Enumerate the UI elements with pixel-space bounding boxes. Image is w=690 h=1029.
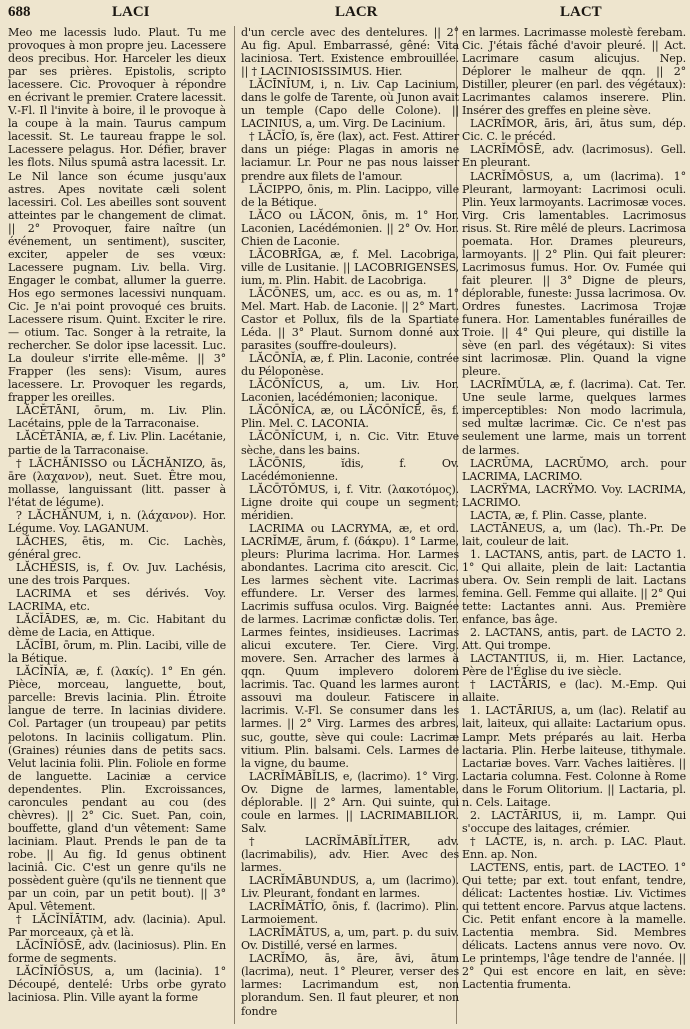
- dictionary-entry: LĂCĬNĬŌSUS, a, um (lacinia). 1° Découpé, dentelé: Urbs orbe gyrato laciniosa. Plin. Ville ayant la forme: [8, 965, 226, 1005]
- dictionary-entry: † LACTĀRIS, e (lac). M.-Emp. Qui allaite.: [462, 678, 686, 705]
- page-number: 688: [8, 4, 31, 20]
- guide-word-left: LACI: [112, 4, 150, 20]
- dictionary-entry: 1. LACTANS, antis, part. de LACTO 1. 1° Qui allaite, plein de lait: Lactantia ubera. Ov. Sein rempli de lait. Lactans femina. Gell. Femme qui allaite. || 2° Qui tette: Lactantes anni. Aus. Première enfance, bas âge.: [462, 547, 686, 627]
- dictionary-entry: LĂCŌNIS, ĭdis, f. Ov. Lacédémonienne.: [241, 456, 459, 483]
- dictionary-entry: LĂCŌNĬCUM, i, n. Cic. Vitr. Etuve sèche, dans les bains.: [241, 430, 459, 457]
- dictionary-entry: † LĂCHĂNISSO ou LĂCHĂNIZO, ās, āre (λαχανον), neut. Suet. Être mou, mollasse, languissant (litt. passer à l'état de légume).: [8, 456, 226, 509]
- dictionary-entry: † LĂCĬO, ĭs, ĕre (lax), act. Fest. Attirer dans un piége: Plagas in amoris ne laciamur. Lr. Pour ne pas nous laisser prendre aux filets de l'amour.: [241, 130, 459, 183]
- dictionary-entry: LĂCOBRĪGA, æ, f. Mel. Lacobriga, ville de Lusitanie. || LACOBRIGENSES, ium, m. Plin. Habit. de Lacobriga.: [241, 247, 459, 287]
- dictionary-entry: LĂCHĔSIS, is, f. Ov. Juv. Lachésis, une des trois Parques.: [8, 560, 226, 587]
- dictionary-entry: LACTANTIUS, ii, m. Hier. Lactance, Père de l'Église du ive siècle.: [462, 652, 686, 679]
- dictionary-entry: LĂCĔTĀNI, ōrum, m. Liv. Plin. Lacétains, pple de la Tarraconaise.: [8, 404, 226, 431]
- dictionary-entry: LACRĬMŬLA, æ, f. (lacrima). Cat. Ter. Une seule larme, quelques larmes imperceptibles: Non modo lacrimula, sed multæ lacrimæ. Cic. Ce n'est pas seulement une larme, mais un torrent de larmes.: [462, 378, 686, 457]
- column-middle: [241, 26, 459, 1018]
- dictionary-entry: LĂCĬĀDES, æ, m. Cic. Habitant du dème de Lacia, en Attique.: [8, 613, 226, 640]
- dictionary-entry: LĂCO ou LĂCON, ōnis, m. 1° Hor. Laconien, Lacédémonien. || 2° Ov. Hor. Chien de Laconie.: [241, 208, 459, 248]
- dictionary-entry: d'un cercle avec des dentelures. || 2° Au fig. Apul. Embarrassé, gêné: Vita laciniosa. Tert. Existence embrouillée. || † LACINIOSISSIMUS. Hier.: [241, 26, 459, 79]
- dictionary-entry: LACRŬMA, LACRŬMO, arch. pour LACRIMA, LACRIMO.: [462, 456, 686, 483]
- dictionary-entry: LACRIMA et ses dérivés. Voy. LACRIMA, etc.: [8, 587, 226, 614]
- guide-word-right: LACT: [560, 4, 602, 20]
- dictionary-entry: LĂCŌNĬCUS, a, um. Liv. Hor. Laconien, lacédémonien; laconique.: [241, 378, 459, 405]
- dictionary-entry: en larmes. Lacrimasse molestè ferebam. Cic. J'étais fâché d'avoir pleuré. || Act. Lacrimare casum alicujus. Nep. Déplorer le malheur de qqn. || 2° Distiller, pleurer (en parl. des végétaux): Lacrimantes calamos inserere. Plin. Insérer des greffes en pleine sève.: [462, 26, 686, 118]
- dictionary-entry: LĂCĬNĬŌSĒ, adv. (laciniosus). Plin. En forme de segments.: [8, 939, 226, 966]
- dictionary-entry: LĂCĔTĀNIA, æ, f. Liv. Plin. Lacétanie, partie de la Tarraconaise.: [8, 430, 226, 457]
- dictionary-entry: LACRĬMĀBUNDUS, a, um (lacrimo). Liv. Pleurant, fondant en larmes.: [241, 874, 459, 901]
- dictionary-entry: LACRĬMO, ās, āre, āvi, ātum (lacrima), neut. 1° Pleurer, verser des larmes: Lacrimandum est, non plorandum. Sen. Il faut pleurer, et non fondre: [241, 952, 459, 1018]
- dictionary-entry: LACRĬMĀBĬLIS, e, (lacrimo). 1° Virg. Ov. Digne de larmes, lamentable, déplorable. || 2° Arn. Qui suinte, qui coule en larmes. || LACRIMABILIOR. Salv.: [241, 769, 459, 835]
- dictionary-entry: † LACRĬMĀBĬLĬTER, adv. (lacrimabilis), adv. Hier. Avec des larmes.: [241, 834, 459, 874]
- dictionary-entry: LĂCŌNES, um, acc. es ou as, m. 1° Mel. Mart. Hab. de Laconie. || 2° Mart. Castor et Pollux, fils de la Spartiate Léda. || 3° Plaut. Surnom donné aux parasites (souffre-douleurs).: [241, 286, 459, 353]
- dictionary-entry: LĂCĬNĬA, æ, f. (λακίς). 1° En gén. Pièce, morceau, languette, bout, parcelle: Brevis lacinia. Plin. Étroite langue de terre. In lacinias dividere. Col. Partager (un troupeau) par petits pelotons. In laciniis colligatum. Plin. (Graines) réunies dans de petits sacs. Velut lacinia folii. Plin. Foliole en forme de languette. Laciniæ a cervice dependentes. Plin. Excroissances, caroncules pendant au cou (des chèvres). || 2° Cic. Suet. Pan, coin, bouffette, gland d'un vêtement: Same laciniam. Plaut. Prends le pan de ta robe. || Au fig. Id genus obtinent laciniâ. Cic. C'est un genre qu'ils ne possèdent guère (qu'ils ne tiennent que par un coin, par un petit bout). || 3° Apul. Vêtement.: [8, 665, 226, 914]
- dictionary-entry: LACTA, æ, f. Plin. Casse, plante.: [470, 508, 647, 522]
- dictionary-entry: 2. LACTANS, antis, part. de LACTO 2. Att. Qui trompe.: [462, 626, 686, 653]
- dictionary-entry: LACRIMA ou LACRYMA, æ, et ord. LACRĬMÆ, ārum, f. (δάκρυ). 1° Larme, pleurs: Plurima lacrima. Hor. Larmes abondantes. Lacrima cito arescit. Cic. Les larmes sèchent vite. Lacrimas effundere. Lr. Verser des larmes. Lacrimis suffusa oculos. Virg. Baignée de larmes. Lacrimæ confictæ dolis. Ter. Larmes feintes, insidieuses. Lacrimas alicui excutere. Ter. Ciere. Virg. movere. Sen. Arracher des larmes à qqn. Quum implevero dolorem lacrimis. Tac. Quand les larmes auront assouvi ma douleur. Fatiscere in lacrimis. V.-Fl. Se consumer dans les larmes. || 2° Virg. Larmes des arbres, suc, goutte, sève qui coule: Lacrimæ vitium. Plin. balsami. Cels. Larmes de la vigne, du baume.: [241, 521, 459, 770]
- dictionary-entry: 2. LACTĀRIUS, ii, m. Lampr. Qui s'occupe des laitages, crémier.: [462, 808, 686, 835]
- dictionary-entry: LACTENS, entis, part. de LACTEO. 1° Qui tette; par ext. tout enfant, tendre, délicat: Lactentes hostiæ. Liv. Victimes qui tettent encore. Parvus atque lactens. Cic. Petit enfant encore à la mamelle. Lactentia membra. Sid. Membres délicats. Lactens annus vere novo. Ov. Le printemps, l'âge tendre de l'année. || 2° Qui est encore en lait, en sève: Lactentia frumenta.: [462, 861, 686, 992]
- dictionary-entry: LĂCŌNĬA, æ, f. Plin. Laconie, contrée du Péloponèse.: [241, 352, 459, 379]
- column-left: [8, 26, 226, 1005]
- dictionary-entry: LĂCĬBI, ōrum, m. Plin. Lacibi, ville de la Bétique.: [8, 639, 226, 666]
- dictionary-entry: LACRĬMŌSĒ, adv. (lacrimosus). Gell. En pleurant.: [462, 143, 686, 170]
- dictionary-entry: LACRĬMOR, āris, āri, ātus sum, dép. Cic. C. le précéd.: [462, 117, 686, 144]
- dictionary-entry: LACRĬMŌSUS, a, um (lacrima). 1° Pleurant, larmoyant: Lacrimosi oculi. Plin. Yeux larmoyants. Lacrimosæ voces. Virg. Cris lamentables. Lacrimosus risus. St. Rire mêlé de pleurs. Lacrimosa poemata. Hor. Drames pleureurs, larmoyants. || 2° Plin. Qui fait pleurer: Lacrimosus fumus. Hor. Ov. Fumée qui fait pleurer. || 3° Digne de pleurs, déplorable, funeste: Jussa lacrimosa. Ov. Ordres funestes. Lacrimosa Trojæ funera. Hor. Lamentables funérailles de Troie. || 4° Qui pleure, qui distille la sève (en parl. des végétaux): Si vites sint lacrimosæ. Plin. Quand la vigne pleure.: [462, 169, 686, 379]
- dictionary-entry: LĂCĪNĬUM, i, n. Liv. Cap Lacinium, dans le golfe de Tarente, où Junon avait un temple (Capo delle Colone). || LACINIUS, a, um. Virg. De Lacinium.: [241, 78, 459, 131]
- column-right: [462, 26, 686, 991]
- dictionary-entry: † LACTE, is, n. arch. p. LAC. Plaut. Enn. ap. Non.: [462, 834, 686, 861]
- dictionary-entry: LĂCŌTŎMUS, i, f. Vitr. (λακοτόμος). Ligne droite qui coupe un segment; méridien.: [241, 482, 459, 522]
- dictionary-entry: LĂCIPPO, ōnis, m. Plin. Lacippo, ville de la Bétique.: [241, 182, 459, 209]
- column-divider: [234, 26, 235, 1024]
- dictionary-entry: LACRĬMĀTUS, a, um, part. p. du suiv. Ov. Distillé, versé en larmes.: [241, 926, 459, 953]
- dictionary-entry: LACRĬMĀTĬO, ōnis, f. (lacrimo). Plin. Larmoiement.: [241, 900, 459, 927]
- dictionary-entry: LĂCHES, ētis, m. Cic. Lachès, général grec.: [8, 534, 226, 561]
- dictionary-entry: LĂCŌNĬCA, æ, ou LĂCŌNĬCĒ, ēs, f. Plin. Mel. C. LACONIA.: [241, 404, 459, 431]
- dictionary-entry: ? LĂCHĂNUM, i, n. (λάχανον). Hor. Légume. Voy. LAGANUM.: [8, 508, 226, 535]
- dictionary-entry: † LĂCĬNĬĀTIM, adv. (lacinia). Apul. Par morceaux, çà et là.: [8, 913, 226, 940]
- dictionary-entry: 1. LACTĀRIUS, a, um (lac). Relatif au lait, laiteux, qui allaite: Lactarium opus. Lampr. Mets préparés au lait. Herba lactaria. Plin. Herbe laiteuse, tithymale. Lactariæ boves. Varr. Vaches laitières. || Lactaria columna. Fest. Colonne à Rome dans le Forum Olitorium. || Lactaria, pl. n. Cels. Laitage.: [462, 704, 686, 809]
- dictionary-entry: Meo me lacessis ludo. Plaut. Tu me provoques à mon propre jeu. Lacessere deos precibus. Hor. Harceler les dieux par ses prières. Epistolis, scripto lacessere. Cic. Provoquer à répondre en écrivant le premier. Cratere lacessit. V.-Fl. Il l'invite à boire, il le provoque à la coupe à la main. Taurus campum lacessit. St. Le taureau frappe le sol. Lacessere pelagus. Hor. Défier, braver les flots. Nilus spumâ astra lacessit. Lr. Le Nil lance son écume jusqu'aux astres. Apes novitate cæli solent lacessiri. Col. Les abeilles sont souvent atteintes par le changement de climat. || 2° Provoquer, faire naître (un événement, un sentiment), susciter, exciter, appeler de ses vœux: Lacessere pugnam. Liv. bella. Virg. Engager le combat, allumer la guerre. Hos ego sermones lacessivi nunquam. Cic. Je n'ai point provoqué ces bruits. Lacessere risum. Quint. Exciter le rire. — otium. Tac. Songer à la retraite, la rechercher. Se dolor ipse lacessit. Luc. La douleur s'irrite elle-même. || 3° Frapper (les sens): Visum, aures lacessere. Lr. Provoquer les regards, frapper les oreilles.: [8, 26, 226, 405]
- page-header: [0, 4, 690, 24]
- guide-word-center: LACR: [335, 4, 378, 20]
- dictionary-entry: LACTĀNEUS, a, um (lac). Th.-Pr. De lait, couleur de lait.: [462, 521, 686, 548]
- dictionary-entry: LACRŸMA, LACRŸMO. Voy. LACRIMA, LACRIMO.: [462, 482, 686, 509]
